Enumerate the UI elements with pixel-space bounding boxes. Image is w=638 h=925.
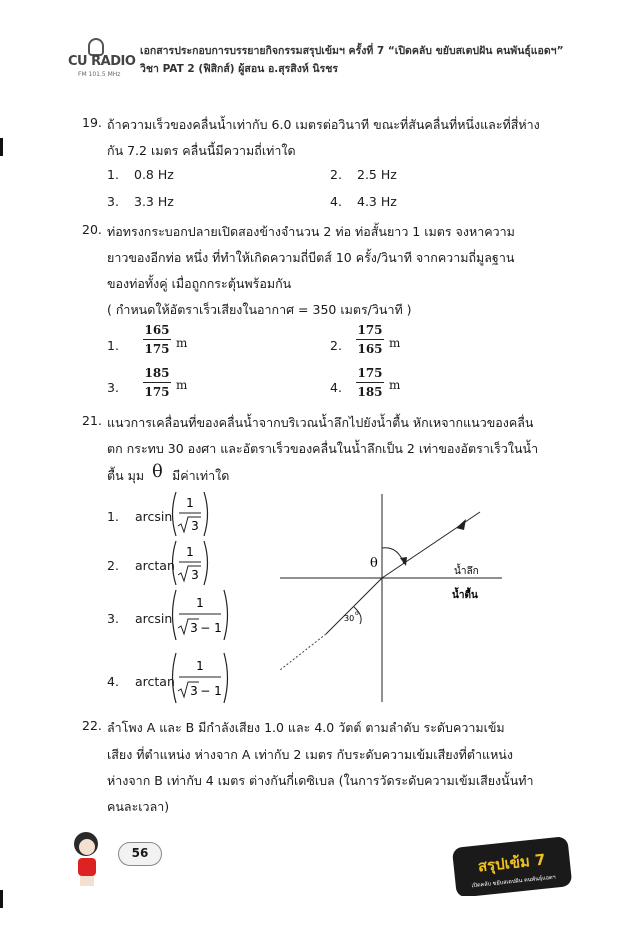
function-name: arctan (135, 674, 175, 689)
radicand: 3 (191, 519, 199, 533)
cu-radio-logo (66, 38, 136, 86)
fraction (143, 366, 171, 399)
left-paren (173, 590, 177, 640)
angle-30-label: 30 (344, 614, 355, 623)
fraction (356, 323, 384, 356)
numerator: 165 (144, 323, 170, 337)
numerator: 1 (186, 545, 194, 559)
denominator: 175 (144, 385, 170, 399)
function-name: arcsin (135, 509, 173, 524)
ray-arrowhead (456, 519, 466, 530)
question-text: ท่อทรงกระบอกปลายเปิดสองข้างจำนวน 2 ท่อ ท่อสั้นยาว 1 เมตร จงหาความ (107, 224, 515, 239)
refracted-ray (326, 578, 382, 634)
header-title: เอกสารประกอบการบรรยายกิจกรรมสรุปเข้มฯ ครั้งที่ 7 “เปิดคลับ ขยับสเตปฝัน คนพันธุ์แอดฯ” (140, 45, 564, 57)
shallow-water-label: น้ำตื้น (452, 590, 478, 601)
radicand: 3 (190, 684, 198, 698)
formula-arctan-1-over-root3-minus-1 (168, 651, 232, 705)
refraction-diagram (280, 494, 510, 702)
mascot-illustration (62, 828, 118, 890)
right-paren (224, 590, 228, 640)
unit: m (176, 378, 188, 392)
minus-one: − 1 (200, 621, 222, 635)
theta-arc (382, 548, 404, 564)
question-text: กัน 7.2 เมตร คลื่นนี้มีความถี่เท่าใด (107, 143, 296, 158)
numerator: 185 (144, 366, 170, 380)
option-number: 3. (107, 194, 119, 209)
option-number: 1. (107, 509, 119, 524)
question-text: ยาวของอีกท่อ หนึ่ง ที่ทำให้เกิดความถี่บีตส์ 10 ครั้ง/วินาที จากความถี่มูลฐาน (107, 250, 515, 265)
unit: m (176, 336, 188, 350)
denominator: 185 (357, 385, 383, 399)
page-number: 56 (118, 842, 162, 866)
logo-subtext: FM 101.5 MHz (78, 71, 121, 78)
question-text: ลำโพง A และ B มีกำลังเสียง 1.0 และ 4.0 วัตต์ ตามลำดับ ระดับความเข้ม (107, 720, 505, 735)
question-note: ( กำหนดให้อัตราเร็วเสียงในอากาศ = 350 เมตร/วินาที ) (107, 302, 412, 317)
right-paren (204, 541, 208, 585)
option-number: 1. (107, 167, 119, 182)
question-text: ตก กระทบ 30 องศา และอัตราเร็วของคลื่นในน้ำลึกเป็น 2 เท่าของอัตราเร็วในน้ำ (107, 441, 539, 456)
mascot-legs (80, 876, 94, 886)
question-number: 22. (82, 718, 102, 733)
page-header (66, 38, 586, 88)
denominator: 165 (357, 342, 383, 356)
denominator: 175 (144, 342, 170, 356)
option-number: 4. (330, 194, 342, 209)
unit: m (389, 378, 401, 392)
option-number: 2. (330, 167, 342, 182)
deep-water-label: น้ำลึก (454, 566, 479, 577)
badge-subtitle: เปิดคลับ ขยับสเตปฝัน คนพันธุ์แอดฯ (471, 874, 556, 890)
radicand: 3 (191, 568, 199, 582)
binding-mark (0, 890, 3, 908)
mascot-body (78, 858, 96, 876)
numerator: 1 (196, 659, 204, 673)
question-text: คนละเวลา) (107, 799, 170, 814)
right-paren (204, 492, 208, 536)
question-number: 20. (82, 222, 102, 237)
degree-mark: o (355, 610, 359, 617)
option-text: 0.8 Hz (134, 167, 174, 182)
question-text: ถ้าความเร็วของคลื่นน้ำเท่ากับ 6.0 เมตรต่อวินาที ขณะที่สันคลื่นที่หนึ่งและที่สี่ห่าง (107, 117, 540, 132)
option-number: 2. (107, 558, 119, 573)
fraction-bar (356, 339, 384, 340)
unit: m (389, 336, 401, 350)
badge-title: สรุปเข้ม 7 (477, 850, 547, 876)
numerator: 1 (196, 596, 204, 610)
question-number: 19. (82, 115, 102, 130)
theta-label: θ (370, 556, 378, 571)
right-paren (224, 653, 228, 703)
question-text: มีค่าเท่าใด (172, 468, 230, 483)
logo-text: CU RADIO (68, 54, 136, 69)
function-name: arctan (135, 558, 175, 573)
radicand: 3 (190, 621, 198, 635)
numerator: 175 (357, 366, 383, 380)
left-paren (173, 492, 177, 536)
option-text: 3.3 Hz (134, 194, 174, 209)
fraction-bar (356, 382, 384, 383)
summary-badge-logo (452, 836, 572, 896)
option-number: 3. (107, 611, 119, 626)
option-number: 3. (107, 380, 119, 395)
question-text: เสียง ที่ตำแหน่ง ห่างจาก A เท่ากับ 2 เมตร กับระดับความเข้มเสียงที่ตำแหน่ง (107, 747, 513, 762)
fraction-bar (143, 382, 171, 383)
theta-symbol: θ (152, 461, 163, 482)
left-paren (173, 541, 177, 585)
question-number: 21. (82, 413, 102, 428)
question-text: ตื้น มุม (107, 468, 145, 483)
option-text: 4.3 Hz (357, 194, 397, 209)
question-text: ของท่อทั้งคู่ เมื่อถูกกระตุ้นพร้อมกัน (107, 276, 292, 291)
binding-mark (0, 138, 3, 156)
option-number: 1. (107, 338, 119, 353)
header-subtitle: วิชา PAT 2 (ฟิสิกส์) ผู้สอน อ.สุรสิงห์ นิรชร (140, 63, 338, 75)
formula-arcsin-1-over-root3-minus-1 (168, 588, 232, 642)
option-number: 4. (107, 674, 119, 689)
left-paren (173, 653, 177, 703)
formula-arctan-1-over-root3 (168, 539, 212, 587)
function-name: arcsin (135, 611, 173, 626)
option-number: 4. (330, 380, 342, 395)
fraction-bar (143, 339, 171, 340)
question-text: ห่างจาก B เท่ากับ 4 เมตร ต่างกันกี่เดซิเบล (ในการวัดระดับความเข้มเสียงนั้นทำ (107, 773, 534, 788)
extension-line (280, 634, 326, 670)
option-number: 2. (330, 338, 342, 353)
fraction (356, 366, 384, 399)
question-text: แนวการเคลื่อนที่ของคลื่นน้ำจากบริเวณน้ำลึกไปยังน้ำตื้น หักเหจากแนวของคลื่น (107, 415, 534, 430)
numerator: 175 (357, 323, 383, 337)
minus-one: − 1 (200, 684, 222, 698)
mascot-face (79, 839, 95, 855)
fraction (143, 323, 171, 356)
option-text: 2.5 Hz (357, 167, 397, 182)
formula-arcsin-1-over-root3 (168, 490, 212, 538)
numerator: 1 (186, 496, 194, 510)
